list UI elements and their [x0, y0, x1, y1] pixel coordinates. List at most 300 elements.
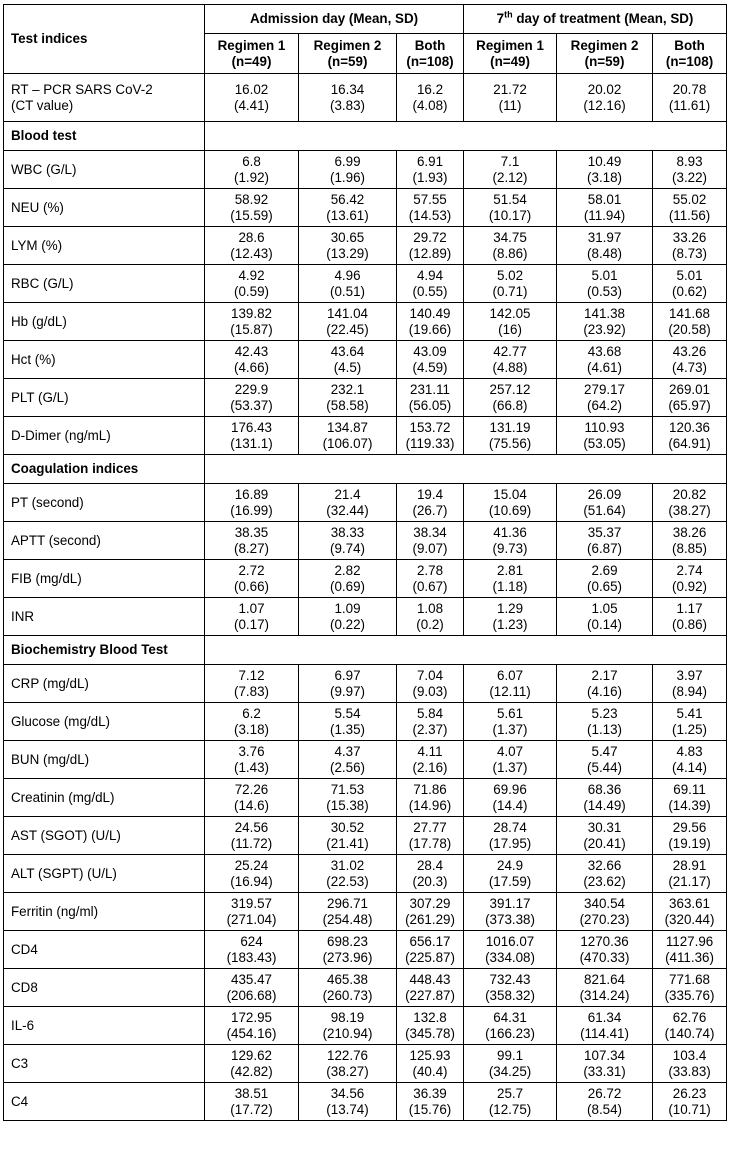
- value-cell: [205, 227, 299, 265]
- row-label: ALT (SGPT) (U/L): [4, 855, 205, 893]
- mean-value: 28.74: [493, 819, 527, 835]
- value-cell: [299, 1045, 397, 1083]
- sd-value: (21.17): [668, 873, 711, 889]
- sd-value: (106.07): [322, 435, 373, 451]
- mean-value: 16.2: [416, 81, 444, 97]
- table-row: [4, 303, 727, 341]
- table-row: [4, 665, 727, 703]
- row-label: PLT (G/L): [4, 379, 205, 417]
- value-cell: [557, 189, 653, 227]
- sd-value: (183.43): [226, 949, 277, 965]
- header-day-7: 7th day of treatment (Mean, SD): [464, 5, 727, 34]
- table-row: [4, 522, 727, 560]
- mean-value: 3.97: [676, 667, 703, 683]
- section-spacer: [205, 636, 727, 665]
- mean-value: 2.82: [334, 562, 361, 578]
- mean-value: 229.9: [234, 381, 269, 397]
- value-cell: [397, 1007, 464, 1045]
- sd-value: (7.83): [234, 683, 269, 699]
- mean-value: 435.47: [231, 971, 272, 987]
- value-cell: [464, 855, 557, 893]
- value-cell: [464, 1045, 557, 1083]
- table-row: [4, 341, 727, 379]
- value-cell: [464, 817, 557, 855]
- sd-value: (0.69): [330, 578, 365, 594]
- mean-value: 28.91: [672, 857, 707, 873]
- value-cell: [205, 189, 299, 227]
- sd-value: (14.96): [408, 797, 452, 813]
- sd-value: (1.37): [492, 759, 528, 775]
- sd-value: (64.2): [587, 397, 623, 413]
- mean-value: 42.77: [493, 343, 527, 359]
- mean-value: 26.72: [587, 1085, 622, 1101]
- sd-value: (1.93): [412, 169, 448, 185]
- sd-value: (14.39): [668, 797, 711, 813]
- mean-value: 1.08: [416, 600, 444, 616]
- value-cell: [557, 741, 653, 779]
- mean-value: 99.1: [497, 1047, 524, 1063]
- value-cell: [205, 1045, 299, 1083]
- value-cell: [205, 741, 299, 779]
- mean-value: 269.01: [669, 381, 711, 397]
- mean-value: 448.43: [409, 971, 451, 987]
- sd-value: (2.56): [330, 759, 365, 775]
- value-cell: [299, 151, 397, 189]
- row-label: D-Dimer (ng/mL): [4, 417, 205, 455]
- sd-value: (32.44): [326, 502, 369, 518]
- mean-value: 279.17: [584, 381, 626, 397]
- sd-value: (8.54): [587, 1101, 623, 1117]
- mean-value: 56.42: [330, 191, 365, 207]
- column-group-name: Regimen 1: [217, 37, 286, 53]
- sd-value: (26.7): [412, 502, 448, 518]
- value-cell: [557, 379, 653, 417]
- column-header: [397, 34, 464, 74]
- column-sample-size: (n=108): [406, 53, 454, 69]
- mean-value: 38.33: [330, 524, 365, 540]
- mean-value: 4.96: [334, 267, 361, 283]
- mean-value: 26.09: [587, 486, 622, 502]
- mean-value: 5.01: [591, 267, 618, 283]
- mean-value: 38.26: [672, 524, 707, 540]
- section-title: Coagulation indices: [4, 455, 205, 484]
- mean-value: 2.69: [591, 562, 618, 578]
- sd-value: (8.86): [492, 245, 528, 261]
- sd-value: (0.51): [330, 283, 365, 299]
- mean-value: 29.72: [413, 229, 447, 245]
- mean-value: 68.36: [587, 781, 622, 797]
- column-group-name: Both: [674, 37, 705, 53]
- sd-value: (12.75): [488, 1101, 532, 1117]
- mean-value: 141.38: [584, 305, 626, 321]
- sd-value: (0.53): [587, 283, 623, 299]
- mean-value: 391.17: [489, 895, 531, 911]
- table-row: [4, 1083, 727, 1121]
- mean-value: 120.36: [669, 419, 711, 435]
- sd-value: (10.69): [488, 502, 532, 518]
- mean-value: 6.91: [416, 153, 444, 169]
- value-cell: [464, 303, 557, 341]
- sd-value: (411.36): [665, 949, 714, 965]
- value-cell: [464, 227, 557, 265]
- mean-value: 21.72: [493, 81, 527, 97]
- column-header: [299, 34, 397, 74]
- mean-value: 1016.07: [485, 933, 535, 949]
- mean-value: 1270.36: [580, 933, 629, 949]
- value-cell: [464, 665, 557, 703]
- mean-value: 20.02: [587, 81, 622, 97]
- sd-value: (4.14): [672, 759, 708, 775]
- mean-value: 31.97: [587, 229, 622, 245]
- mean-value: 4.94: [416, 267, 444, 283]
- table-row: [4, 893, 727, 931]
- value-cell: [557, 227, 653, 265]
- value-cell: [653, 265, 727, 303]
- table-row: [4, 560, 727, 598]
- sd-value: (225.87): [405, 949, 455, 965]
- value-cell: [653, 560, 727, 598]
- value-cell: [464, 265, 557, 303]
- value-cell: [557, 74, 653, 122]
- value-cell: [397, 665, 464, 703]
- sd-value: (9.74): [330, 540, 365, 556]
- value-cell: [464, 1083, 557, 1121]
- sd-value: (373.38): [485, 911, 535, 927]
- value-cell: [205, 779, 299, 817]
- sd-value: (227.87): [405, 987, 455, 1003]
- mean-value: 1127.96: [665, 933, 714, 949]
- sd-value: (13.74): [326, 1101, 369, 1117]
- row-label: CD8: [4, 969, 205, 1007]
- mean-value: 296.71: [327, 895, 368, 911]
- sd-value: (2.37): [412, 721, 448, 737]
- mean-value: 6.07: [497, 667, 524, 683]
- sd-value: (1.43): [234, 759, 269, 775]
- sd-value: (8.48): [587, 245, 623, 261]
- sd-value: (9.73): [492, 540, 528, 556]
- sd-value: (3.18): [587, 169, 623, 185]
- sd-value: (2.12): [492, 169, 528, 185]
- value-cell: [653, 1083, 727, 1121]
- sd-value: (8.27): [234, 540, 269, 556]
- mean-value: 72.26: [234, 781, 269, 797]
- sd-value: (13.61): [326, 207, 369, 223]
- column-sample-size: (n=59): [584, 53, 625, 69]
- mean-value: 5.23: [591, 705, 618, 721]
- section-row: [4, 122, 727, 151]
- mean-value: 34.56: [330, 1085, 365, 1101]
- mean-value: 125.93: [409, 1047, 451, 1063]
- mean-value: 141.04: [327, 305, 368, 321]
- sd-value: (4.88): [492, 359, 528, 375]
- mean-value: 42.43: [234, 343, 269, 359]
- mean-value: 134.87: [327, 419, 368, 435]
- table-row: [4, 598, 727, 636]
- table-row: [4, 484, 727, 522]
- mean-value: 172.95: [231, 1009, 272, 1025]
- value-cell: [397, 560, 464, 598]
- sd-value: (38.27): [326, 1063, 369, 1079]
- value-cell: [397, 151, 464, 189]
- row-label: AST (SGOT) (U/L): [4, 817, 205, 855]
- table-row: [4, 817, 727, 855]
- mean-value: 71.86: [413, 781, 447, 797]
- value-cell: [205, 855, 299, 893]
- value-cell: [299, 817, 397, 855]
- mean-value: 58.92: [234, 191, 269, 207]
- value-cell: [299, 417, 397, 455]
- mean-value: 43.68: [587, 343, 622, 359]
- mean-value: 821.64: [584, 971, 626, 987]
- value-cell: [205, 560, 299, 598]
- value-cell: [205, 703, 299, 741]
- row-label: Glucose (mg/dL): [4, 703, 205, 741]
- table-row: [4, 1007, 727, 1045]
- mean-value: 132.8: [413, 1009, 447, 1025]
- sd-value: (206.68): [226, 987, 277, 1003]
- value-cell: [397, 931, 464, 969]
- value-cell: [397, 598, 464, 636]
- mean-value: 257.12: [489, 381, 531, 397]
- sd-value: (17.78): [408, 835, 452, 851]
- sd-value: (0.2): [416, 616, 444, 632]
- mean-value: 232.1: [330, 381, 365, 397]
- mean-value: 30.52: [330, 819, 365, 835]
- value-cell: [397, 484, 464, 522]
- mean-value: 61.34: [587, 1009, 622, 1025]
- value-cell: [397, 303, 464, 341]
- sd-value: (33.31): [583, 1063, 626, 1079]
- value-cell: [464, 151, 557, 189]
- sd-value: (8.94): [672, 683, 708, 699]
- value-cell: [464, 522, 557, 560]
- value-cell: [653, 484, 727, 522]
- sd-value: (1.25): [672, 721, 708, 737]
- table-row: [4, 379, 727, 417]
- row-label: RT – PCR SARS CoV-2 (CT value): [4, 74, 205, 122]
- value-cell: [464, 779, 557, 817]
- sd-value: (4.61): [587, 359, 623, 375]
- value-cell: [464, 560, 557, 598]
- results-table: [3, 4, 727, 1121]
- sd-value: (114.41): [580, 1025, 629, 1041]
- sd-value: (17.95): [488, 835, 532, 851]
- value-cell: [205, 817, 299, 855]
- row-label: APTT (second): [4, 522, 205, 560]
- value-cell: [653, 303, 727, 341]
- sd-value: (17.59): [488, 873, 532, 889]
- column-sample-size: (n=49): [231, 53, 272, 69]
- mean-value: 340.54: [584, 895, 626, 911]
- mean-value: 71.53: [330, 781, 365, 797]
- column-header: [557, 34, 653, 74]
- mean-value: 142.05: [489, 305, 531, 321]
- mean-value: 131.19: [489, 419, 531, 435]
- mean-value: 38.51: [234, 1085, 269, 1101]
- sd-value: (12.16): [583, 97, 626, 113]
- sd-value: (16.94): [230, 873, 273, 889]
- row-label: Creatinin (mg/dL): [4, 779, 205, 817]
- sd-value: (58.58): [326, 397, 369, 413]
- mean-value: 1.05: [591, 600, 618, 616]
- sd-value: (19.66): [408, 321, 452, 337]
- value-cell: [299, 703, 397, 741]
- mean-value: 5.01: [676, 267, 703, 283]
- mean-value: 2.72: [238, 562, 265, 578]
- mean-value: 4.83: [676, 743, 703, 759]
- value-cell: [557, 484, 653, 522]
- value-cell: [397, 1045, 464, 1083]
- mean-value: 5.02: [497, 267, 524, 283]
- sd-value: (0.62): [672, 283, 708, 299]
- value-cell: [299, 265, 397, 303]
- mean-value: 6.2: [242, 705, 261, 721]
- sd-value: (66.8): [492, 397, 528, 413]
- mean-value: 38.34: [413, 524, 447, 540]
- value-cell: [299, 341, 397, 379]
- table-row: [4, 741, 727, 779]
- sd-value: (20.3): [412, 873, 448, 889]
- mean-value: 4.92: [238, 267, 265, 283]
- sd-value: (1.37): [492, 721, 528, 737]
- value-cell: [557, 417, 653, 455]
- mean-value: 110.93: [584, 419, 625, 435]
- sd-value: (22.45): [326, 321, 369, 337]
- sd-value: (11.72): [230, 835, 273, 851]
- mean-value: 27.77: [413, 819, 447, 835]
- sd-value: (335.76): [664, 987, 715, 1003]
- mean-value: 231.11: [410, 381, 450, 397]
- mean-value: 2.74: [676, 562, 703, 578]
- sd-value: (4.5): [333, 359, 362, 375]
- table-row: [4, 779, 727, 817]
- value-cell: [205, 379, 299, 417]
- mean-value: 7.12: [238, 667, 265, 683]
- sd-value: (12.11): [489, 683, 531, 699]
- sd-value: (40.4): [412, 1063, 448, 1079]
- sd-value: (17.72): [230, 1101, 273, 1117]
- sd-value: (119.33): [405, 435, 455, 451]
- sd-value: (34.25): [488, 1063, 532, 1079]
- mean-value: 15.04: [493, 486, 527, 502]
- sd-value: (21.41): [326, 835, 369, 851]
- sd-value: (15.76): [408, 1101, 452, 1117]
- value-cell: [205, 969, 299, 1007]
- sd-value: (20.41): [583, 835, 626, 851]
- mean-value: 153.72: [409, 419, 451, 435]
- value-cell: [464, 74, 557, 122]
- value-cell: [464, 379, 557, 417]
- column-header: [205, 34, 299, 74]
- mean-value: 2.17: [591, 667, 618, 683]
- value-cell: [557, 1083, 653, 1121]
- mean-value: 107.34: [584, 1047, 626, 1063]
- section-title: Biochemistry Blood Test: [4, 636, 205, 665]
- mean-value: 69.96: [493, 781, 527, 797]
- mean-value: 2.81: [497, 562, 524, 578]
- mean-value: 5.47: [591, 743, 618, 759]
- mean-value: 2.78: [416, 562, 444, 578]
- mean-value: 28.6: [238, 229, 265, 245]
- section-row: [4, 636, 727, 665]
- value-cell: [299, 484, 397, 522]
- sd-value: (0.67): [412, 578, 448, 594]
- table-row: [4, 151, 727, 189]
- mean-value: 30.65: [330, 229, 365, 245]
- value-cell: [205, 484, 299, 522]
- sd-value: (22.53): [326, 873, 369, 889]
- sd-value: (6.87): [587, 540, 623, 556]
- sd-value: (12.89): [408, 245, 452, 261]
- value-cell: [464, 484, 557, 522]
- sd-value: (53.37): [230, 397, 273, 413]
- column-group-name: Regimen 2: [570, 37, 639, 53]
- sd-value: (345.78): [405, 1025, 455, 1041]
- header-test-indices: Test indices: [4, 5, 205, 74]
- value-cell: [205, 265, 299, 303]
- mean-value: 24.9: [497, 857, 524, 873]
- value-cell: [205, 303, 299, 341]
- mean-value: 6.8: [242, 153, 261, 169]
- value-cell: [653, 779, 727, 817]
- sd-value: (0.22): [330, 616, 365, 632]
- mean-value: 5.61: [497, 705, 524, 721]
- value-cell: [397, 522, 464, 560]
- column-group-name: Regimen 2: [313, 37, 382, 53]
- value-cell: [653, 341, 727, 379]
- mean-value: 4.37: [334, 743, 361, 759]
- mean-value: 363.61: [669, 895, 711, 911]
- value-cell: [653, 417, 727, 455]
- value-cell: [653, 227, 727, 265]
- value-cell: [653, 1045, 727, 1083]
- value-cell: [653, 893, 727, 931]
- sd-value: (15.87): [230, 321, 273, 337]
- table-row: [4, 74, 727, 122]
- value-cell: [299, 303, 397, 341]
- value-cell: [397, 741, 464, 779]
- mean-value: 36.39: [413, 1085, 447, 1101]
- sd-value: (14.4): [492, 797, 528, 813]
- mean-value: 26.23: [672, 1085, 707, 1101]
- value-cell: [299, 598, 397, 636]
- sd-value: (3.18): [234, 721, 269, 737]
- mean-value: 35.37: [587, 524, 622, 540]
- mean-value: 176.43: [231, 419, 272, 435]
- sd-value: (20.58): [668, 321, 711, 337]
- value-cell: [397, 74, 464, 122]
- sd-value: (16.99): [230, 502, 273, 518]
- value-cell: [397, 417, 464, 455]
- value-cell: [397, 227, 464, 265]
- mean-value: 103.4: [672, 1047, 707, 1063]
- sd-value: (12.43): [230, 245, 273, 261]
- sd-value: (254.48): [322, 911, 373, 927]
- mean-value: 129.62: [231, 1047, 272, 1063]
- sd-value: (23.92): [583, 321, 626, 337]
- row-label: PT (second): [4, 484, 205, 522]
- sd-value: (56.05): [408, 397, 452, 413]
- row-label: IL-6: [4, 1007, 205, 1045]
- row-label: BUN (mg/dL): [4, 741, 205, 779]
- mean-value: 20.82: [672, 486, 707, 502]
- mean-value: 33.26: [672, 229, 707, 245]
- mean-value: 57.55: [413, 191, 447, 207]
- row-label: CRP (mg/dL): [4, 665, 205, 703]
- sd-value: (75.56): [488, 435, 532, 451]
- value-cell: [653, 522, 727, 560]
- value-cell: [299, 189, 397, 227]
